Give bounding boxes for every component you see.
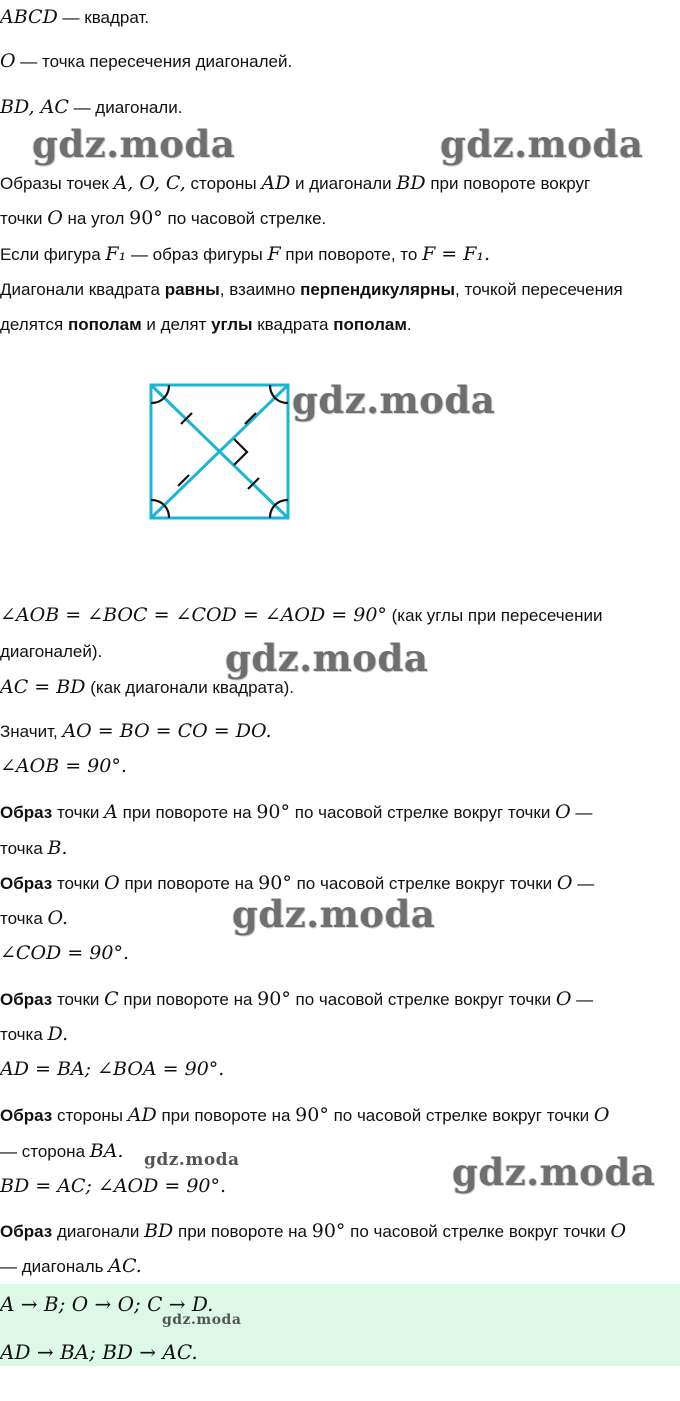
- math: AD = BA; ∠BOA = 90°.: [0, 1058, 225, 1080]
- text: диагоналей).: [0, 642, 103, 661]
- math: AD → BA; BD → AC.: [0, 1340, 198, 1364]
- text-line: [0, 1103, 609, 1128]
- text: по часовой стрелке вокруг точки: [290, 803, 556, 822]
- bold-text: пополам: [67, 315, 142, 334]
- math: AC.: [108, 1255, 142, 1277]
- text-line: [0, 603, 602, 628]
- math: BD: [144, 1220, 174, 1242]
- text: по часовой стрелке вокруг точки: [328, 1106, 594, 1125]
- bold-text: пополам: [333, 315, 407, 334]
- math: F = F₁.: [422, 243, 491, 265]
- text: (как диагонали квадрата).: [85, 678, 295, 697]
- math: AD: [261, 172, 291, 194]
- math: O: [556, 872, 573, 894]
- text: (как углы при пересечении: [386, 606, 603, 625]
- text-line: [0, 95, 182, 120]
- math: O: [104, 872, 120, 894]
- text: , взаимно: [219, 280, 301, 299]
- text-line: [0, 206, 326, 231]
- math: O.: [47, 907, 69, 929]
- text: и делят: [141, 315, 212, 334]
- text: Диагонали квадрата: [0, 280, 165, 299]
- text-line: [0, 675, 294, 700]
- text-line: [0, 987, 593, 1012]
- text: по часовой стрелке.: [162, 209, 327, 228]
- math: AD: [127, 1104, 157, 1126]
- math: BA.: [89, 1140, 124, 1162]
- text: при повороте вокруг: [425, 174, 591, 193]
- text: точки: [0, 209, 48, 228]
- text: по часовой стрелке вокруг точки: [345, 1222, 611, 1241]
- text: — квадрат.: [57, 8, 150, 27]
- text-line: [0, 1174, 226, 1199]
- watermark: gdz.moda: [32, 122, 236, 166]
- watermark: gdz.moda: [452, 1150, 656, 1194]
- text: Если фигура: [0, 245, 106, 264]
- bold-text: Образ: [0, 874, 53, 893]
- bold-text: углы: [211, 315, 253, 334]
- math: D.: [47, 1023, 69, 1045]
- text-line: [0, 800, 592, 825]
- bold-text: Образ: [0, 803, 53, 822]
- math: B.: [47, 837, 68, 859]
- text: стороны: [185, 174, 262, 193]
- watermark: gdz.moda: [162, 1312, 242, 1328]
- text: Значит,: [0, 722, 63, 741]
- text-line: [0, 1139, 123, 1164]
- text-line: [0, 313, 412, 337]
- text: при повороте на: [117, 803, 257, 822]
- math: A → B; O → O; C → D.: [0, 1292, 214, 1316]
- bold-text: равны: [164, 280, 220, 299]
- text: по часовой стрелке вокруг точки: [290, 990, 556, 1009]
- math: ABCD: [0, 6, 58, 28]
- text: делятся: [0, 315, 68, 334]
- math: 90°: [295, 1104, 329, 1126]
- text-line: [0, 754, 127, 779]
- text-line: [0, 1057, 224, 1082]
- bold-text: перпендикулярны: [300, 280, 456, 299]
- math: ∠AOB = ∠BOC = ∠COD = ∠AOD = 90°: [0, 604, 387, 626]
- math: 90°: [311, 1220, 346, 1242]
- text-line: [0, 906, 68, 931]
- right-angle-mark: [234, 439, 247, 465]
- math: O: [47, 207, 63, 229]
- math: F₁: [105, 243, 127, 265]
- math: 90°: [257, 988, 291, 1010]
- math: A: [104, 801, 118, 823]
- text: —: [571, 990, 594, 1009]
- math: BD, AC: [0, 96, 69, 118]
- text: и диагонали: [290, 174, 397, 193]
- watermark: gdz.moda: [440, 122, 644, 166]
- text: диагонали: [52, 1222, 145, 1241]
- text-line: [0, 5, 149, 30]
- text: точки: [52, 990, 105, 1009]
- text: —: [572, 874, 595, 893]
- math: BD = AC; ∠AOD = 90°.: [0, 1175, 227, 1197]
- text: — диагонали.: [68, 98, 183, 117]
- math: F: [267, 243, 281, 265]
- text: — сторона: [0, 1142, 90, 1161]
- math: ∠AOB = 90°.: [0, 755, 127, 777]
- math: ∠COD = 90°.: [0, 942, 129, 964]
- text: точки: [52, 803, 105, 822]
- math: 90°: [129, 207, 163, 229]
- text-line: [0, 278, 623, 302]
- square-diagram: [148, 382, 292, 522]
- text: при повороте, то: [280, 245, 423, 264]
- bold-text: Образ: [0, 1222, 53, 1241]
- text-line: [0, 941, 129, 966]
- text: квадрата: [252, 315, 334, 334]
- text: — точка пересечения диагоналей.: [15, 52, 293, 71]
- text-line: [0, 1219, 626, 1244]
- bold-text: Образ: [0, 1106, 53, 1125]
- text-line: [0, 49, 292, 74]
- text: при повороте на: [173, 1222, 312, 1241]
- text-line: [0, 836, 68, 861]
- math: O: [610, 1220, 627, 1242]
- text: точки: [52, 874, 105, 893]
- math: A, O, C,: [113, 172, 186, 194]
- text: , точкой пересечения: [455, 280, 623, 299]
- math: C: [104, 988, 119, 1010]
- watermark: gdz.moda: [225, 636, 429, 680]
- text-line: [0, 1022, 68, 1047]
- text: — образ фигуры: [126, 245, 268, 264]
- math: O: [555, 988, 572, 1010]
- text: точка: [0, 839, 48, 858]
- math: AC = BD: [0, 676, 86, 698]
- math: 90°: [258, 872, 292, 894]
- text: при повороте на: [118, 990, 258, 1009]
- math: O: [593, 1104, 610, 1126]
- math: O: [555, 801, 571, 823]
- text: по часовой стрелке вокруг точки: [291, 874, 557, 893]
- bold-text: Образ: [0, 990, 53, 1009]
- math: 90°: [256, 801, 291, 823]
- text: стороны: [52, 1106, 128, 1125]
- text-line: [0, 640, 102, 664]
- text-line: [0, 171, 590, 196]
- math: AO = BO = CO = DO.: [62, 720, 272, 742]
- text: на угол: [62, 209, 130, 228]
- watermark: gdz.moda: [292, 378, 496, 422]
- text: —: [570, 803, 593, 822]
- text: точка: [0, 909, 48, 928]
- summary-line: [0, 1340, 198, 1366]
- text-line: [0, 719, 272, 744]
- text: Образы точек: [0, 174, 114, 193]
- text: — диагональ: [0, 1257, 109, 1276]
- text-line: [0, 242, 490, 267]
- text-line: [0, 1254, 142, 1279]
- text: точка: [0, 1025, 48, 1044]
- text: при повороте на: [119, 874, 259, 893]
- text: при повороте на: [156, 1106, 296, 1125]
- watermark: gdz.moda: [232, 892, 436, 936]
- math: O: [0, 50, 16, 72]
- math: BD: [396, 172, 426, 194]
- watermark: gdz.moda: [144, 1150, 240, 1170]
- text: .: [406, 315, 412, 334]
